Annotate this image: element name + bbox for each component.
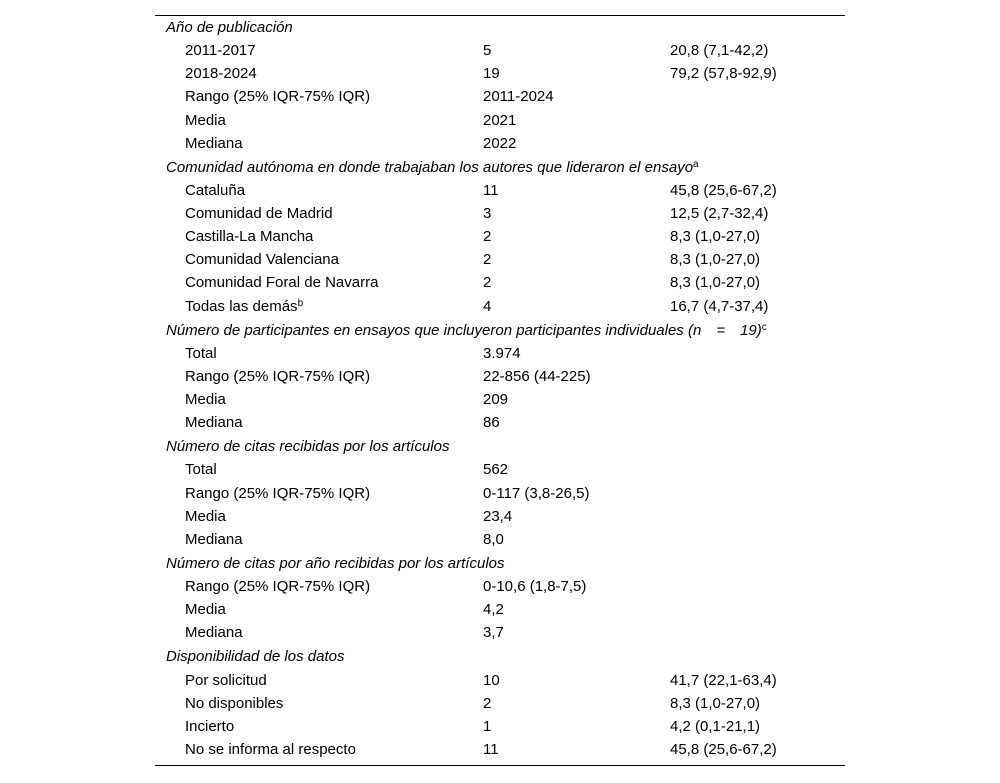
row-label-text: Media [185,111,226,129]
row-label [185,482,370,505]
count-cell: 5 [483,42,492,60]
row-label [185,388,226,411]
row-label [185,271,378,294]
row-label [185,248,339,271]
percent-ci-cell: 45,8 (25,6-67,2) [670,740,777,758]
row-label [185,39,256,62]
section-title: Número de participantes en ensayos que incluyeron participantes individuales (n = 19) [166,321,762,339]
row-label [185,715,234,738]
table-row [155,482,845,505]
row-label-text: 2018-2024 [185,65,257,83]
table-row [155,248,845,271]
row-label [185,738,356,761]
table-row [155,669,845,692]
table-row [155,202,845,225]
row-label [185,365,370,388]
row-label-text: Media [185,507,226,525]
row-label [185,225,313,248]
row-label [185,411,243,434]
row-label [185,458,217,481]
count-cell: 10 [483,671,500,689]
table-row [155,295,845,318]
count-cell: 4,2 [483,601,504,619]
row-label [185,179,245,202]
table-bottom-rule [155,765,845,766]
percent-ci-cell: 12,5 (2,7-32,4) [670,205,769,222]
row-label [185,692,283,715]
percent-ci-cell: 45,8 (25,6-67,2) [670,181,777,199]
table-row [155,598,845,621]
row-label-text: Media [185,391,226,408]
table-row [155,109,845,132]
count-cell: 2022 [483,134,517,152]
footnote-marker: a [693,158,699,170]
table-row [155,411,845,434]
percent-ci-cell: 4,2 (0,1-21,1) [670,717,761,735]
row-label-text: Rango (25% IQR-75% IQR) [185,367,371,385]
section-heading [155,156,845,179]
table-row [155,85,845,108]
section-heading [155,319,845,342]
footnote-marker: b [297,297,304,309]
row-label-text: Todas las demás [185,297,298,315]
count-cell: 8,0 [483,530,504,548]
row-label-text: Cataluña [185,181,246,199]
count-cell: 86 [483,414,500,432]
row-label-text: Rango (25% IQR-75% IQR) [185,88,371,106]
row-label-text: Rango (25% IQR-75% IQR) [185,484,371,502]
section-title: Número de citas por año recibidas por los artículos [166,554,505,572]
row-label [185,621,243,644]
percent-ci-cell: 8,3 (1,0-27,0) [670,274,761,292]
row-label [185,295,303,318]
table-row [155,692,845,715]
count-cell: 209 [483,391,509,408]
row-label-text: Total [185,461,217,479]
percent-ci-cell: 8,3 (1,0-27,0) [670,694,761,712]
table-row [155,458,845,481]
count-cell: 2 [483,694,492,712]
count-cell: 2 [483,274,492,292]
count-cell: 3,7 [483,624,504,642]
count-cell: 3.974 [483,344,521,362]
row-label [185,62,257,85]
section-heading [155,645,845,668]
count-cell: 2021 [483,111,517,129]
table-row [155,365,845,388]
row-label-text: Media [185,601,226,619]
row-label-text: Mediana [185,414,243,432]
row-label [185,109,226,132]
summary-table [155,0,845,783]
row-label-text: Comunidad Valenciana [185,251,339,269]
row-label-text: No disponibles [185,694,284,712]
table-row [155,271,845,294]
table-row [155,575,845,598]
table-row [155,715,845,738]
row-label [185,505,226,528]
count-cell: 0-10,6 (1,8-7,5) [483,578,587,595]
table-row [155,225,845,248]
count-cell: 11 [483,181,499,199]
row-label [185,342,217,365]
table-row [155,505,845,528]
row-label [185,85,370,108]
count-cell: 19 [483,65,500,83]
row-label [185,575,370,598]
row-label-text: 2011-2017 [185,42,256,60]
row-label-text: Incierto [185,717,235,735]
row-label [185,598,226,621]
table-row [155,62,845,85]
count-cell: 2011-2024 [483,88,554,106]
percent-ci-cell: 41,7 (22,1-63,4) [670,671,777,689]
count-cell: 2 [483,251,492,269]
footnote-marker: c [761,321,767,333]
percent-ci-cell: 16,7 (4,7-37,4) [670,297,769,315]
percent-ci-cell: 8,3 (1,0-27,0) [670,251,761,269]
table-row [155,39,845,62]
row-label [185,202,333,225]
percent-ci-cell: 8,3 (1,0-27,0) [670,228,761,246]
section-title: Año de publicación [166,19,293,36]
section-heading [155,552,845,575]
table-row [155,342,845,365]
row-label-text: Mediana [185,134,243,152]
count-cell: 562 [483,461,509,479]
row-label-text: Comunidad de Madrid [185,205,333,222]
row-label [185,669,267,692]
row-label-text: Mediana [185,624,243,642]
row-label [185,132,243,155]
count-cell: 22-856 (44-225) [483,367,591,385]
count-cell: 23,4 [483,507,513,525]
row-label-text: No se informa al respecto [185,740,356,758]
table-row [155,528,845,551]
row-label-text: Rango (25% IQR-75% IQR) [185,578,371,595]
table-row [155,388,845,411]
percent-ci-cell: 79,2 (57,8-92,9) [670,65,777,83]
table-row [155,738,845,761]
section-title: Disponibilidad de los datos [166,648,345,666]
count-cell: 3 [483,205,492,222]
count-cell: 4 [483,297,492,315]
row-label [185,528,243,551]
row-label-text: Castilla-La Mancha [185,228,314,246]
row-label-text: Mediana [185,530,243,548]
table-row [155,621,845,644]
section-title: Comunidad autónoma en donde trabajaban los autores que lideraron el ensayo [166,158,694,176]
section-heading [155,16,845,39]
row-label-text: Total [185,344,217,362]
count-cell: 1 [483,717,492,735]
row-label-text: Por solicitud [185,671,267,689]
table-row [155,179,845,202]
row-label-text: Comunidad Foral de Navarra [185,274,379,292]
table-row [155,132,845,155]
section-heading [155,435,845,458]
section-title: Número de citas recibidas por los artículos [166,438,450,456]
count-cell: 0-117 (3,8-26,5) [483,484,590,502]
percent-ci-cell: 20,8 (7,1-42,2) [670,42,769,60]
count-cell: 2 [483,228,492,246]
count-cell: 11 [483,740,499,758]
